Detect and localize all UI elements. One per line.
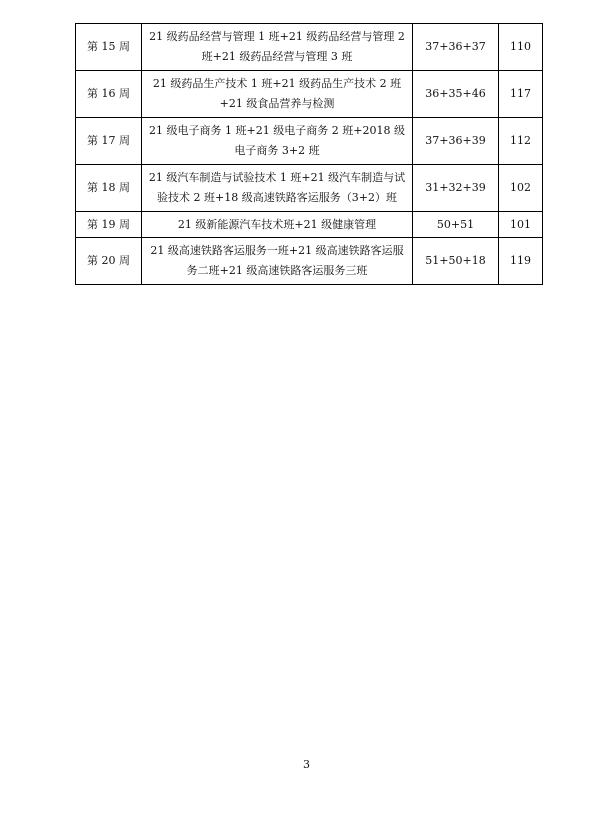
- week-cell: 第 16 周: [76, 71, 142, 118]
- student-count-formula-cell: 51+50+18: [413, 238, 499, 285]
- week-cell: 第 19 周: [76, 212, 142, 238]
- table-row: [76, 238, 543, 285]
- table-row: [76, 165, 543, 212]
- schedule-table: [75, 23, 543, 285]
- week-cell: 第 17 周: [76, 118, 142, 165]
- classes-cell: 21 级新能源汽车技术班+21 级健康管理: [142, 212, 413, 238]
- student-count-formula-cell: 37+36+37: [413, 24, 499, 71]
- week-cell: 第 15 周: [76, 24, 142, 71]
- classes-cell: 21 级药品生产技术 1 班+21 级药品生产技术 2 班+21 级食品营养与检测: [142, 71, 413, 118]
- total-cell: 112: [499, 118, 543, 165]
- classes-cell: 21 级电子商务 1 班+21 级电子商务 2 班+2018 级电子商务 3+2 班: [142, 118, 413, 165]
- table-row: [76, 24, 543, 71]
- student-count-formula-cell: 50+51: [413, 212, 499, 238]
- total-cell: 110: [499, 24, 543, 71]
- table-row: [76, 71, 543, 118]
- student-count-formula-cell: 37+36+39: [413, 118, 499, 165]
- table-row: [76, 212, 543, 238]
- classes-cell: 21 级药品经营与管理 1 班+21 级药品经营与管理 2 班+21 级药品经营与管理 3 班: [142, 24, 413, 71]
- classes-cell: 21 级汽车制造与试验技术 1 班+21 级汽车制造与试验技术 2 班+18 级高速铁路客运服务（3+2）班: [142, 165, 413, 212]
- total-cell: 119: [499, 238, 543, 285]
- student-count-formula-cell: 31+32+39: [413, 165, 499, 212]
- total-cell: 101: [499, 212, 543, 238]
- week-cell: 第 20 周: [76, 238, 142, 285]
- classes-cell: 21 级高速铁路客运服务一班+21 级高速铁路客运服务二班+21 级高速铁路客运服务三班: [142, 238, 413, 285]
- week-cell: 第 18 周: [76, 165, 142, 212]
- page-number: 3: [303, 758, 310, 771]
- total-cell: 117: [499, 71, 543, 118]
- table-row: [76, 118, 543, 165]
- student-count-formula-cell: 36+35+46: [413, 71, 499, 118]
- total-cell: 102: [499, 165, 543, 212]
